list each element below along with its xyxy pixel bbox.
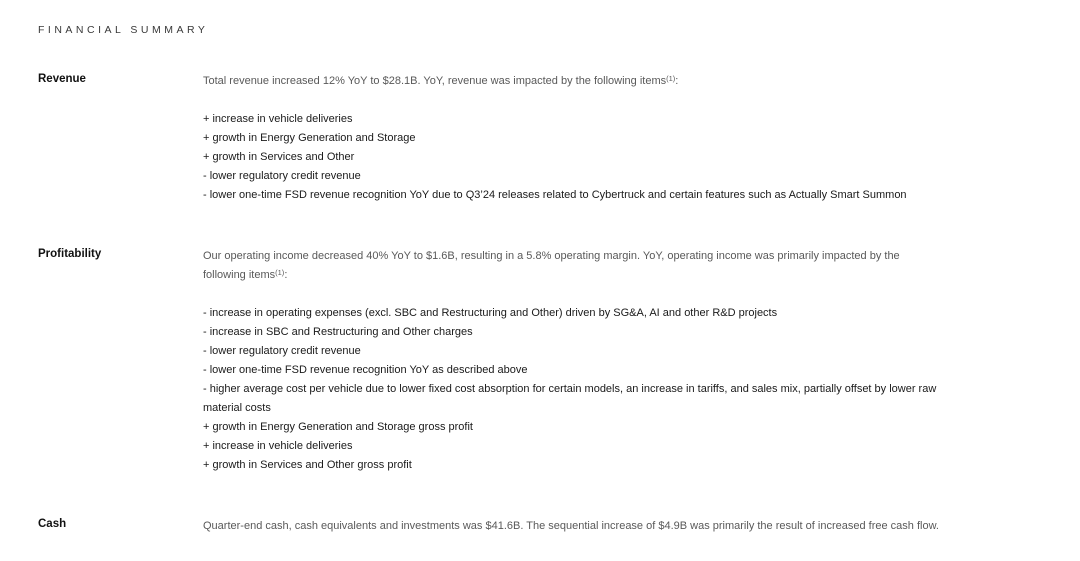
section-label-profitability: Profitability (38, 248, 102, 260)
revenue-bullet-list (203, 110, 907, 205)
bullet-item: + growth in Services and Other (203, 151, 355, 163)
profitability-intro-paragraph (203, 247, 945, 285)
footnote-superscript: (1) (275, 268, 285, 277)
cash-intro-paragraph (203, 517, 939, 536)
bullet-item: - lower regulatory credit revenue (203, 345, 361, 357)
revenue-intro-text: Total revenue increased 12% YoY to $28.1B. YoY, revenue was impacted by the following items (203, 75, 667, 87)
profitability-intro-text: Our operating income decreased 40% YoY to $1.6B, resulting in a 5.8% operating margin. YoY, operating income was primarily impacted by the following items (203, 250, 900, 281)
section-content-profitability (203, 247, 945, 475)
section-label-revenue: Revenue (38, 73, 86, 85)
bullet-item: - higher average cost per vehicle due to lower fixed cost absorption for certain models, an increase in tariffs, and sales mix, partially offset by lower raw material costs (203, 383, 937, 414)
section-cash (38, 517, 1042, 536)
profitability-intro-tail: : (284, 269, 288, 281)
section-label-cash: Cash (38, 518, 67, 530)
section-content-cash (203, 517, 939, 536)
footnote-superscript: (1) (666, 74, 676, 83)
bullet-item: + increase in vehicle deliveries (203, 113, 353, 125)
bullet-item: - increase in SBC and Restructuring and Other charges (203, 326, 473, 338)
bullet-item: + increase in vehicle deliveries (203, 440, 353, 452)
section-revenue (38, 72, 1042, 205)
page-title: FINANCIAL SUMMARY (38, 24, 209, 36)
bullet-item: - lower one-time FSD revenue recognition YoY due to Q3’24 releases related to Cybertruck and certain features such as Actually Smart Summon (203, 189, 907, 201)
revenue-intro-tail: : (675, 75, 679, 87)
bullet-item: - lower regulatory credit revenue (203, 170, 361, 182)
profitability-bullet-list (203, 304, 945, 475)
bullet-item: + growth in Energy Generation and Storage (203, 132, 416, 144)
bullet-item: + growth in Energy Generation and Storage gross profit (203, 421, 473, 433)
bullet-item: - increase in operating expenses (excl. SBC and Restructuring and Other) driven by SG&A, AI and other R&D projects (203, 307, 778, 319)
cash-intro-text: Quarter-end cash, cash equivalents and investments was $41.6B. The sequential increase of $4.9B was primarily the result of increased free cash flow. (203, 520, 939, 532)
bullet-item: - lower one-time FSD revenue recognition YoY as described above (203, 364, 528, 376)
bullet-item: + growth in Services and Other gross profit (203, 459, 412, 471)
revenue-intro-paragraph (203, 72, 907, 91)
section-content-revenue (203, 72, 907, 205)
section-profitability (38, 247, 1042, 475)
